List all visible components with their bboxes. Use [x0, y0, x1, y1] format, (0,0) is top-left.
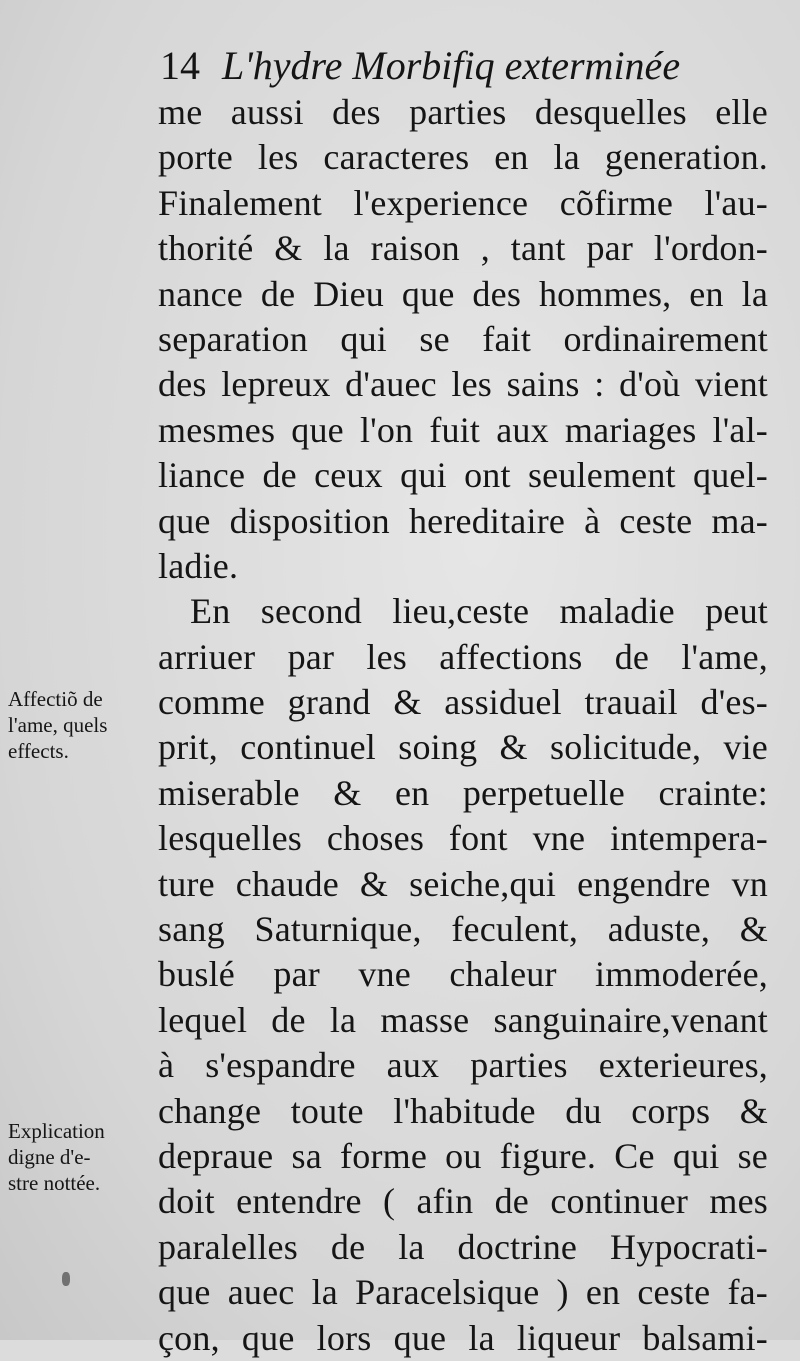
text-line: buslé par vne chaleur immoderée, — [158, 954, 768, 995]
text-line: comme grand & assiduel trauail d'es- — [158, 682, 768, 723]
text-line: sang Saturnique, feculent, aduste, & — [158, 909, 768, 950]
page-number: 14 — [160, 43, 200, 88]
running-title: L'hydre Morbifiq exterminée — [222, 43, 681, 88]
margin-note-line: Explication — [8, 1119, 105, 1143]
text-line: lesquelles choses font vne intempera- — [158, 818, 768, 859]
text-line: ture chaude & seiche,qui engendre vn — [158, 863, 768, 904]
text-line: lequel de la masse sanguinaire,venant — [158, 999, 768, 1040]
text-line: doit entendre ( afin de continuer mes — [158, 1181, 768, 1222]
margin-note-explication — [8, 1118, 154, 1196]
text-line: me aussi des parties desquelles elle — [158, 92, 768, 132]
text-line: prit, continuel soing & solicitude, vie — [158, 727, 768, 768]
text-line: paralelles de la doctrine Hypocrati- — [158, 1226, 768, 1267]
text-line: En second lieu,ceste maladie peut — [190, 591, 768, 632]
margin-note-line: Affectiõ de — [8, 687, 103, 711]
margin-note-line: effects. — [8, 739, 69, 763]
ink-blot — [62, 1272, 70, 1286]
text-line: que disposition hereditaire à ceste ma- — [158, 500, 768, 541]
body-text — [158, 90, 768, 1361]
text-line: depraue sa forme ou figure. Ce qui se — [158, 1135, 768, 1176]
text-line: Finalement l'experience cõfirme l'au- — [158, 182, 768, 223]
margin-note-line: l'ame, quels — [8, 713, 108, 737]
text-line: çon, que lors que la liqueur balsami- — [158, 1317, 768, 1358]
text-line: change toute l'habitude du corps & — [158, 1090, 768, 1131]
running-header — [160, 38, 760, 94]
margin-note-affections — [8, 686, 154, 764]
text-line: porte les caracteres en la generation. — [158, 137, 768, 178]
text-line: thorité & la raison , tant par l'ordon- — [158, 228, 768, 269]
text-line: nance de Dieu que des hommes, en la — [158, 273, 768, 314]
text-line: à s'espandre aux parties exterieures, — [158, 1045, 768, 1086]
margin-note-line: stre nottée. — [8, 1171, 101, 1195]
text-line: ladie. — [158, 545, 239, 586]
text-line: que auec la Paracelsique ) en ceste fa- — [158, 1272, 768, 1313]
text-line: liance de ceux qui ont seulement quel- — [158, 455, 768, 496]
text-line: miserable & en perpetuelle crainte: — [158, 772, 768, 813]
text-line: separation qui se fait ordinairement — [158, 318, 768, 359]
text-line: arriuer par les affections de l'ame, — [158, 636, 768, 677]
margin-note-line: digne d'e- — [8, 1145, 91, 1169]
text-line: mesmes que l'on fuit aux mariages l'al- — [158, 409, 768, 450]
text-line: des lepreux d'auec les sains : d'où vient — [158, 364, 768, 405]
